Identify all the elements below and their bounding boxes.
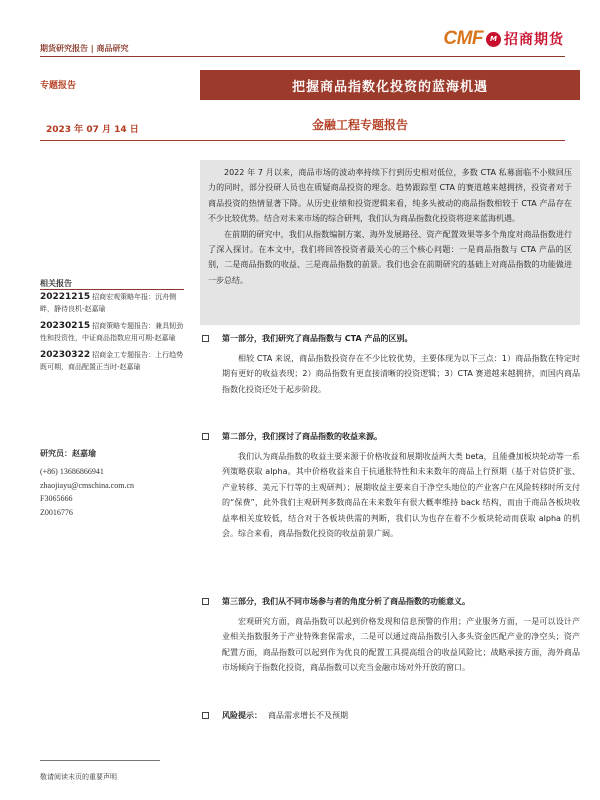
header-category: 期货研究报告 | 商品研究 xyxy=(40,44,129,53)
risk-text: 商品需求增长不及预期 xyxy=(268,711,348,720)
report-type: 专题报告 xyxy=(40,81,77,91)
section-3 xyxy=(202,596,580,676)
related-report-item[interactable] xyxy=(40,320,188,344)
related-report-date: 20230215 xyxy=(40,321,91,331)
summary-paragraph-2: 在前期的研究中，我们从指数编制方案、海外发展路径、资产配置效果等多个角度对商品指数进行了深入探讨。在本文中，我们将回答投资者最关心的三个核心问题：一是商品指数与 CTA 产品的区别，二是商品指数的收益、三是商品指数的前景。我们也会在前期研究的基础上对商品指数的功能做进一步总结。 xyxy=(208,229,572,285)
related-reports-heading: 相关报告 xyxy=(40,279,72,288)
section-body-text: 宏观研究方面，商品指数可以起到价格发现和信息预警的作用；产业服务方面，一是可以设计产业相关指数服务于产业特殊套保需求，二是可以通过商品指数引入多头资金匹配产业的净空头；资产配置方面，商品指数可以起到作为优良的配置工具提高组合的收益风险比；战略承接方面，海外商品市场倾向于指数化投资，商品指数可以充当金融市场对外开放的窗口。 xyxy=(222,617,580,673)
analyst-email[interactable]: zhaojiayu@cmschina.com.cn xyxy=(40,480,134,490)
sidebar-divider xyxy=(40,289,184,290)
related-report-item[interactable] xyxy=(40,349,188,373)
header-divider xyxy=(40,56,565,57)
subtitle-divider xyxy=(40,140,565,141)
title-banner xyxy=(200,70,580,100)
section-body-text: 我们认为商品指数的收益主要来源于价格收益和展期收益两大类 beta，且能叠加板块轮动等一系列策略获取 alpha。其中价格收益来自于抗通胀特性和未来数年的商品上行预期（基于对信贷扩张、产业转移、美元下行等的主观研判）；展期收益主要来自于净空头地位的产业客户在风险转移时所支付的“保费”，此外我们主观研判多数商品在未来数年有很大概率维持 back 结构，而由于商品各板块收益率相关度较低，结合对于各板块供需的判断，我们认为也存在着不少板块轮动而获取 alpha 的机会。综合来看，商品指数化投资的收益前景广阔。 xyxy=(222,452,580,539)
section-heading-text: 第二部分，我们探讨了商品指数的收益来源。 xyxy=(222,432,382,441)
page-title: 把握商品指数化投资的蓝海机遇 xyxy=(291,79,488,95)
related-reports-list xyxy=(40,291,188,378)
section-heading-text: 第三部分，我们从不同市场参与者的角度分析了商品指数的功能意义。 xyxy=(222,597,470,606)
analyst-contact xyxy=(40,465,134,519)
section-body xyxy=(202,351,580,397)
related-report-title: 招商金工专题报告：上行趋势既可期，商品配置正当时-赵嘉瑜 xyxy=(40,351,184,371)
report-subtitle: 金融工程专题报告 xyxy=(312,118,409,132)
analyst-license-f: F3065666 xyxy=(40,494,73,503)
risk-line xyxy=(202,710,580,722)
section-heading xyxy=(202,333,580,345)
risk-label: 风险提示： xyxy=(222,711,262,720)
checkbox-bullet-icon xyxy=(202,335,209,342)
risk-warning xyxy=(202,710,580,722)
company-logo xyxy=(443,28,564,50)
section-body xyxy=(202,614,580,676)
related-report-item[interactable] xyxy=(40,291,188,315)
logo-mark-icon: M xyxy=(486,32,501,47)
section-body-text: 相较 CTA 来说，商品指数投资存在不少比较优势，主要体现为以下三点：1）商品指数在特定时期有更好的收益表现；2）商品指数有更直接清晰的投资逻辑；3）CTA 赛道越来越拥挤，而国内商品指数化投资还处于起步阶段。 xyxy=(222,354,580,394)
footer-disclaimer: 敬请阅读末页的重要声明 xyxy=(40,773,117,781)
analyst-phone: (+86) 13686866941 xyxy=(40,467,104,476)
section-1 xyxy=(202,333,580,397)
section-heading-text: 第一部分，我们研究了商品指数与 CTA 产品的区别。 xyxy=(222,334,413,343)
related-report-date: 20230322 xyxy=(40,350,91,360)
analyst-license-z: Z0016776 xyxy=(40,507,73,517)
related-report-date: 20221215 xyxy=(40,292,91,302)
section-heading xyxy=(202,596,580,608)
related-report-title: 招商策略专题报告：兼具韧劲性和投资性，中证商品指数应用可期-赵嘉瑜 xyxy=(40,322,184,342)
section-2 xyxy=(202,431,580,541)
summary-box xyxy=(200,160,580,325)
report-date: 2023 年 07 月 14 日 xyxy=(46,125,139,135)
analyst-heading: 研究员：赵嘉瑜 xyxy=(40,449,96,458)
summary-paragraph-1: 2022 年 7 月以来，商品市场的波动率持续下行到历史相对低位，多数 CTA 私募面临不小赎回压力的同时，部分投研人员也在质疑商品投资的理念。趋势跟踪型 CTA 的赛道越来越拥挤，投资者对于商品投资的热情显著下降。从历史业绩和投资逻辑来看，纯多头被动的商品指数相较于 CTA 产品存在不少比较优势。结合对未来市场的综合研判，我们认为商品指数化投资将迎来蓝海机遇。 xyxy=(208,168,572,224)
section-heading xyxy=(202,431,580,443)
checkbox-bullet-icon xyxy=(202,712,209,719)
section-body xyxy=(202,449,580,541)
checkbox-bullet-icon xyxy=(202,598,209,605)
logo-latin: CMF xyxy=(443,28,483,49)
logo-chinese: 招商期货 xyxy=(504,32,564,48)
related-report-title: 招商宏观策略年报：沉舟侧畔，静待良机-赵嘉瑜 xyxy=(40,293,177,313)
checkbox-bullet-icon xyxy=(202,433,209,440)
footer-divider xyxy=(40,760,160,761)
